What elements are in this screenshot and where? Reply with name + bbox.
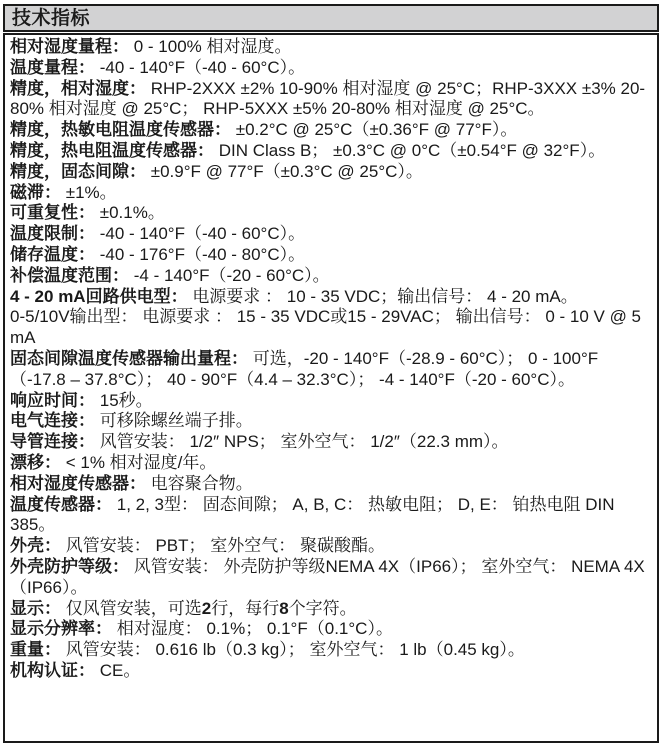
spec-value: 可移除螺丝端子排。 — [99, 411, 253, 431]
spec-line — [10, 37, 653, 58]
spec-line — [10, 474, 653, 495]
spec-line — [10, 58, 653, 79]
spec-label: 显示： — [10, 598, 66, 618]
spec-value: 0 - 100% 相对湿度。 — [133, 37, 292, 56]
spec-label: 外壳： — [10, 536, 66, 556]
spec-label: 相对湿度传感器： — [10, 473, 151, 493]
spec-value: -40 - 140°F（-40 - 60°C）。 — [99, 57, 306, 77]
spec-value: CE。 — [99, 660, 141, 680]
spec-line — [10, 307, 653, 349]
spec-label: 固态间隙温度传感器输出量程： — [10, 348, 253, 368]
spec-value: -40 - 140°F（-40 - 60°C）。 — [99, 224, 306, 244]
spec-line — [10, 495, 653, 537]
spec-value: 0-5/10V输出型： — [10, 307, 143, 327]
spec-line — [10, 349, 653, 391]
spec-label: 温度量程： — [10, 57, 100, 77]
spec-line — [10, 640, 653, 661]
spec-value: ±0.9°F @ 77°F（±0.3°C @ 25°C）。 — [150, 161, 423, 181]
spec-value: 行，每行 — [211, 598, 280, 618]
section-header — [3, 4, 659, 32]
spec-value: ±0.2°C @ 25°C（±0.36°F @ 77°F）。 — [235, 120, 518, 140]
spec-label: 精度，热电阻温度传感器： — [10, 140, 219, 160]
spec-value: < 1% 相对湿度/年。 — [65, 452, 217, 472]
spec-value: DIN Class B； ±0.3°C @ 0°C（±0.54°F @ 32°F）。 — [218, 140, 606, 160]
spec-value: 个字符。 — [288, 598, 357, 618]
spec-line — [10, 453, 653, 474]
spec-line — [10, 287, 653, 308]
spec-label: 2 — [201, 598, 212, 618]
spec-line — [10, 411, 653, 432]
spec-label: 温度限制： — [10, 224, 100, 244]
spec-label: 磁滞： — [10, 182, 66, 202]
spec-label: 精度，热敏电阻温度传感器： — [10, 120, 236, 140]
spec-value: 15秒。 — [99, 390, 153, 410]
spec-value: -40 - 176°F（-40 - 80°C）。 — [99, 244, 306, 264]
spec-label: 响应时间： — [10, 390, 100, 410]
spec-line — [10, 557, 653, 599]
spec-label: 温度传感器： — [10, 494, 117, 514]
spec-value: RHP-2XXX ±2% 10-90% 相对湿度 @ 25°C；RHP-3XXX ±3% 20-80% 相对湿度 @ 25°C； RHP-5XXX ±5% 20-80% 相对湿度 @ 25°C。 — [10, 78, 646, 119]
spec-label: 导管连接： — [10, 432, 100, 452]
spec-label: 外壳防护等级： — [10, 556, 134, 576]
spec-value: -4 - 140°F（-20 - 60°C）。 — [133, 265, 330, 285]
spec-line — [10, 266, 653, 287]
spec-label: 相对湿度量程： — [10, 37, 134, 56]
spec-label: 机构认证： — [10, 660, 100, 680]
spec-line — [10, 661, 653, 682]
spec-value: 可选，-20 - 140°F（-28.9 - 60°C）； 0 - 100°F（-17.8 – 37.8°C）； 40 - 90°F（4.4 – 32.3°C）； -4 - 140°F（-20 - 60°C）。 — [10, 348, 599, 389]
spec-line — [10, 599, 653, 620]
spec-value: ±0.1%。 — [99, 203, 165, 223]
spec-value: 电容聚合物。 — [150, 473, 253, 493]
spec-label: 显示分辨率： — [10, 619, 117, 639]
spec-label: 电气连接： — [10, 411, 100, 431]
spec-label: 精度，固态间隙： — [10, 161, 151, 181]
spec-line — [10, 203, 653, 224]
spec-line — [10, 162, 653, 183]
spec-label: 精度，相对湿度： — [10, 78, 151, 98]
spec-label: 储存温度： — [10, 244, 100, 264]
spec-value: ±1%。 — [65, 182, 117, 202]
spec-value: 仅风管安装，可选 — [65, 598, 202, 618]
spec-label: 补偿温度范围： — [10, 265, 134, 285]
spec-value: 相对湿度： 0.1%； 0.1°F（0.1°C）。 — [116, 619, 393, 639]
spec-label: 漂移： — [10, 452, 66, 472]
spec-value: 风管安装： 外壳防护等级NEMA 4X（IP66）； 室外空气： NEMA 4X（IP66）。 — [10, 556, 645, 597]
spec-label: 重量： — [10, 640, 66, 660]
spec-sheet — [3, 4, 659, 743]
spec-line — [10, 183, 653, 204]
spec-line — [10, 536, 653, 557]
spec-list — [3, 33, 659, 743]
spec-line — [10, 120, 653, 141]
page-title: 技术指标 — [12, 7, 91, 29]
spec-line — [10, 245, 653, 266]
spec-value: 电源要求 ： 10 - 35 VDC；输出信号： 4 - 20 mA。 — [192, 286, 578, 306]
spec-value: 风管安装： 0.616 lb（0.3 kg）； 室外空气： 1 lb（0.45 kg）。 — [65, 640, 525, 660]
spec-line — [10, 141, 653, 162]
spec-label: 8 — [279, 598, 289, 618]
spec-value: 1, 2, 3型： 固态间隙； A, B, C： 热敏电阻； D, E： 铂热电阻 DIN 385。 — [10, 494, 615, 535]
spec-line — [10, 432, 653, 453]
spec-value: 风管安装： 1/2″ NPS； 室外空气： 1/2″（22.3 mm）。 — [99, 432, 509, 452]
spec-line — [10, 619, 653, 640]
spec-value: 电源要求 ： 15 - 35 VDC或15 - 29VAC； 输出信号： 0 - 10 V @ 5 mA — [10, 307, 642, 348]
spec-line — [10, 79, 653, 121]
spec-value: 风管安装： PBT； 室外空气： 聚碳酸酯。 — [65, 536, 385, 556]
spec-line — [10, 391, 653, 412]
spec-label: 可重复性： — [10, 203, 100, 223]
spec-line — [10, 224, 653, 245]
spec-label: 4 - 20 mA回路供电型： — [10, 286, 193, 306]
